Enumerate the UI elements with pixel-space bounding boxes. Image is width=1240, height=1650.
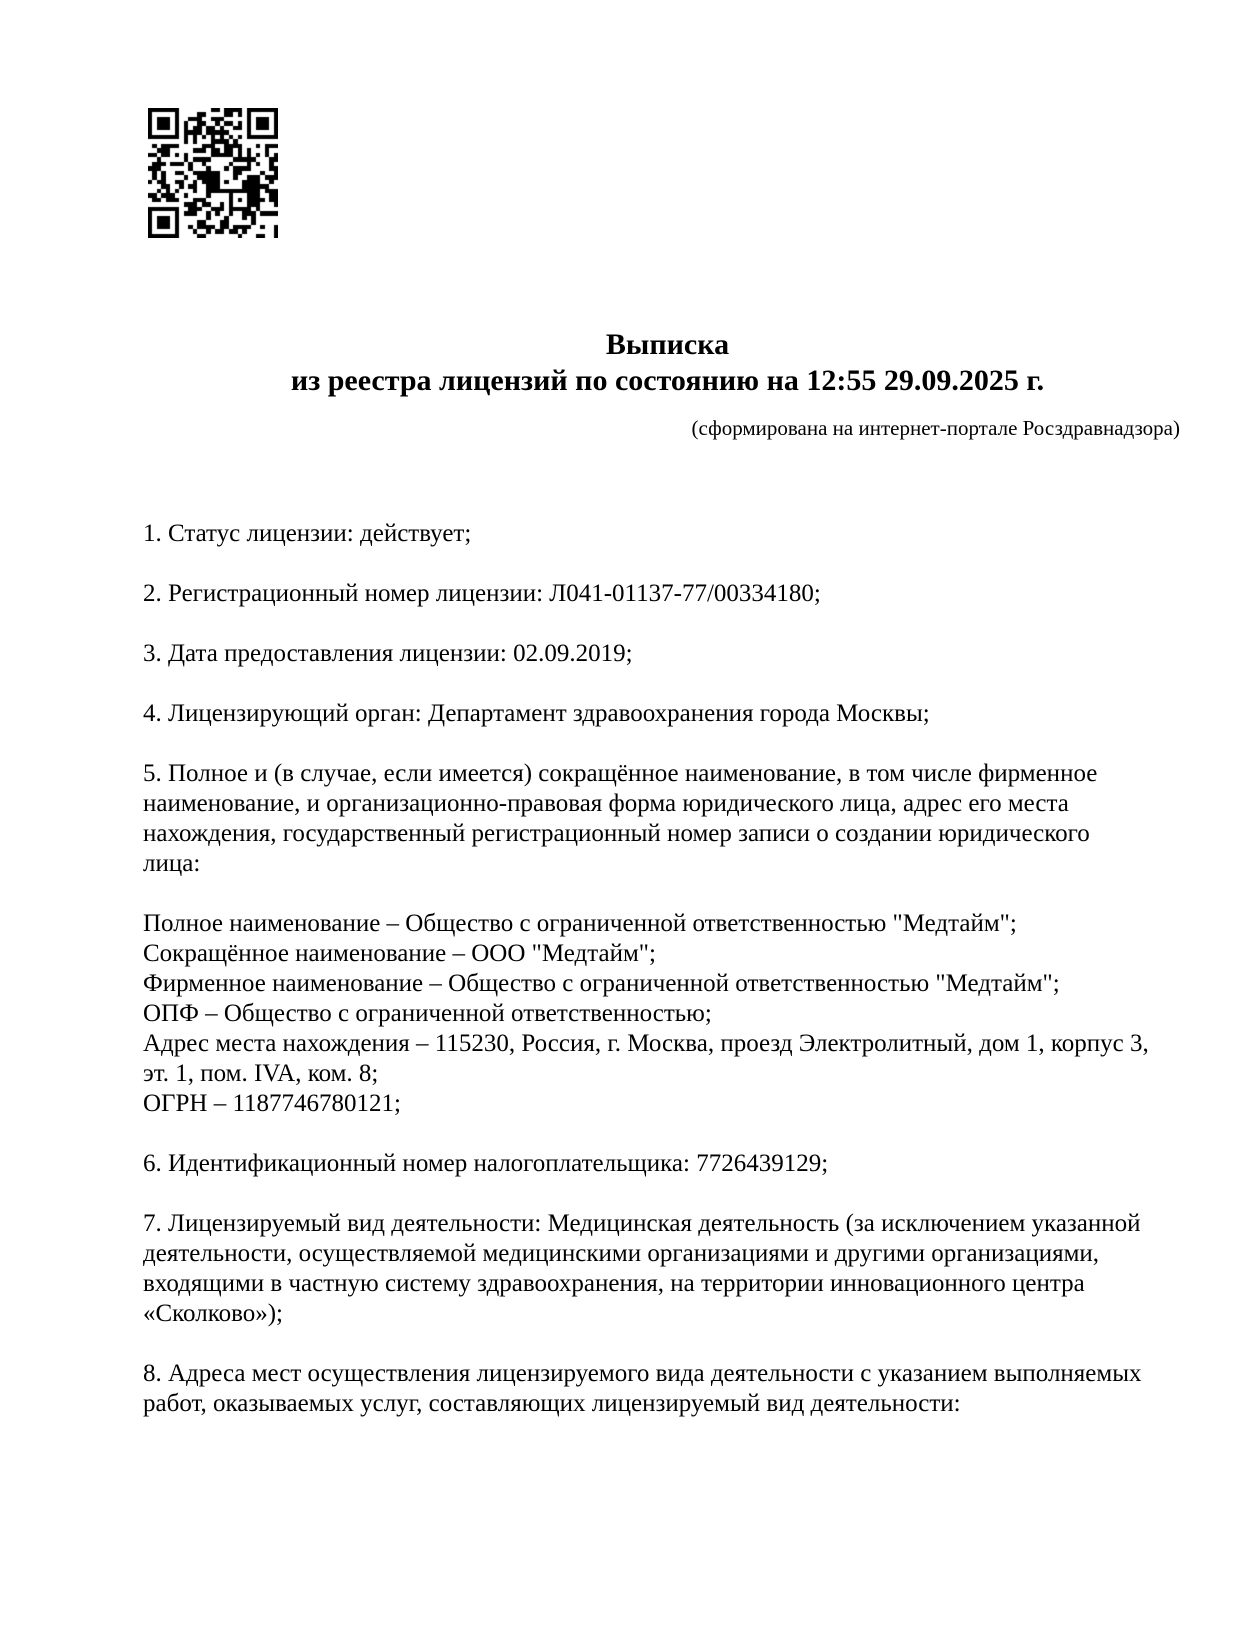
item-license-status: 1. Статус лицензии: действует; — [143, 520, 472, 547]
qr-code — [148, 108, 278, 238]
item-activity-addresses: 8. Адреса мест осуществления лицензируемого вида деятельности с указанием выполняемых работ, оказываемых услуг, составляющих лицензируемый вид деятельности: — [143, 1360, 1142, 1417]
org-ogrn: ОГРН – 1187746780121; — [143, 1090, 401, 1117]
item-org-name-heading: 5. Полное и (в случае, если имеется) сокращённое наименование, в том числе фирменное наименование, и организационно-правовая форма юридического лица, адрес его места нахождения, государственный регистрационный номер записи о создании юридического лица: — [143, 760, 1098, 877]
org-short-name: Сокращённое наименование – ООО "Медтайм"; — [143, 940, 656, 967]
org-brand-name: Фирменное наименование – Общество с ограниченной ответственностью "Медтайм"; — [143, 970, 1060, 997]
document-subtitle: (сформирована на интернет-портале Росздравнадзора) — [691, 416, 1180, 440]
item-licensing-authority: 4. Лицензирующий орган: Департамент здравоохранения города Москвы; — [143, 700, 930, 727]
item-inn: 6. Идентификационный номер налогоплательщика: 7726439129; — [143, 1150, 829, 1177]
org-legal-form: ОПФ – Общество с ограниченной ответственностью; — [143, 1000, 712, 1027]
document-body — [143, 519, 1151, 1449]
item-activity-type: 7. Лицензируемый вид деятельности: Медицинская деятельность (за исключением указанной деятельности, осуществляемой медицинскими организациями и другими организациями, входящими в частную систему здравоохранения, на территории инновационного центра «Сколково»); — [143, 1210, 1141, 1327]
org-full-name: Полное наименование – Общество с ограниченной ответственностью "Медтайм"; — [143, 910, 1017, 937]
title-line-2: из реестра лицензий по состоянию на 12:55 29.09.2025 г. — [290, 364, 1045, 397]
document-title — [140, 327, 1195, 399]
item-grant-date: 3. Дата предоставления лицензии: 02.09.2019; — [143, 640, 633, 667]
item-registration-number: 2. Регистрационный номер лицензии: Л041-01137-77/00334180; — [143, 580, 821, 607]
title-line-1: Выписка — [605, 328, 730, 361]
org-address: Адрес места нахождения – 115230, Россия, г. Москва, проезд Электролитный, дом 1, корпус 3, эт. 1, пом. IVA, ком. 8; — [143, 1030, 1149, 1087]
org-details-block — [143, 909, 1151, 1119]
